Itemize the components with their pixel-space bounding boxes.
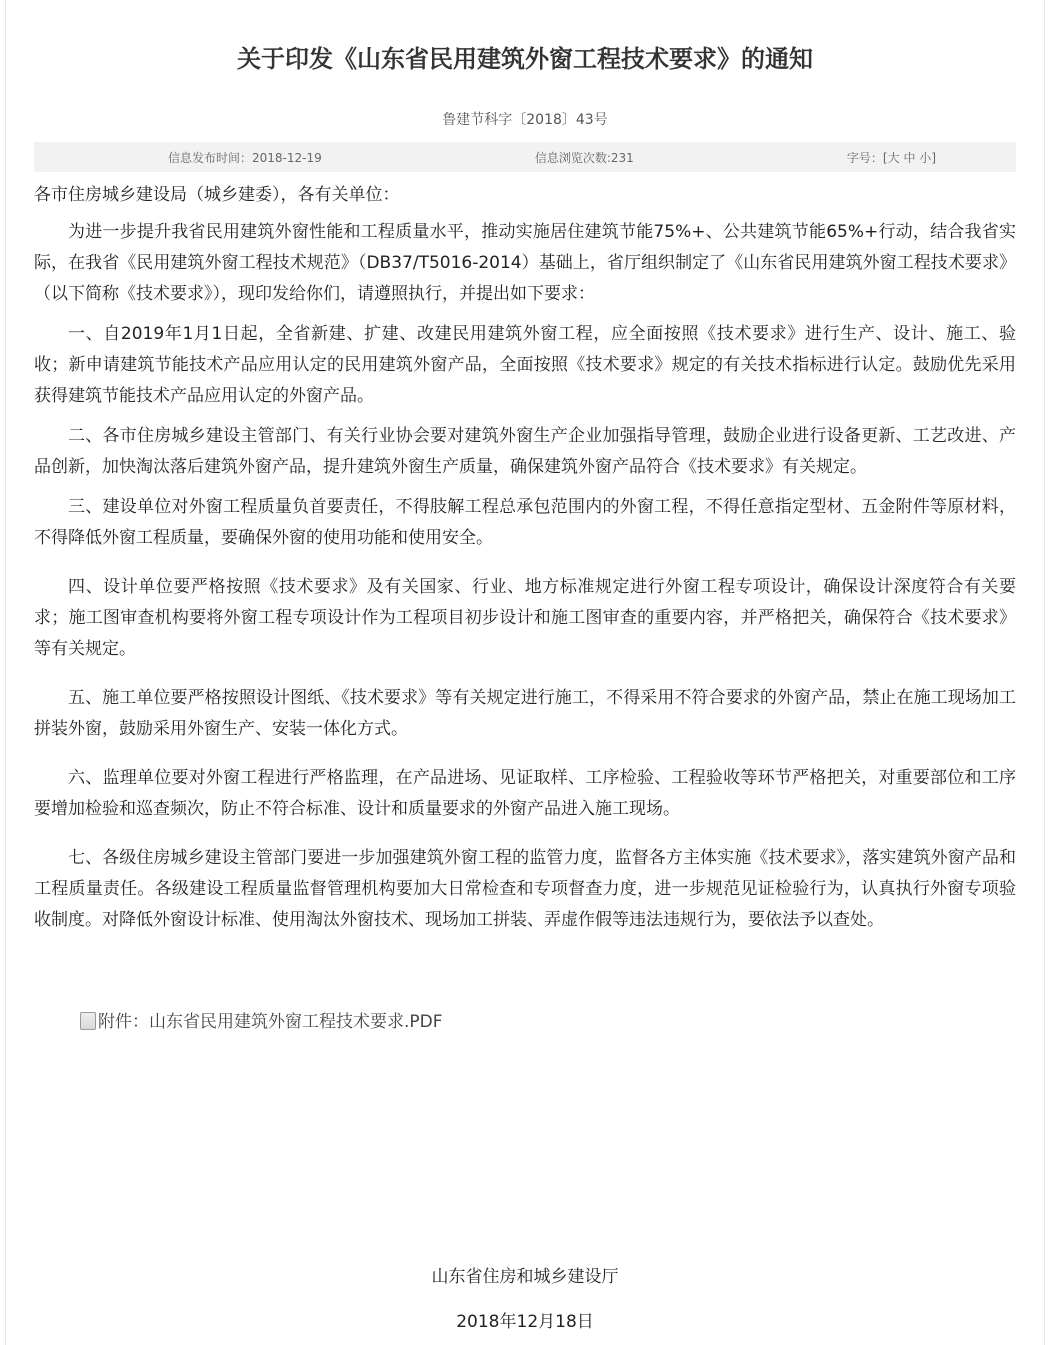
page-title: 关于印发《山东省民用建筑外窗工程技术要求》的通知 — [237, 45, 813, 73]
pdf-file-icon — [80, 1012, 96, 1030]
article-content — [34, 180, 1016, 936]
signature-date: 2018年12月18日 — [456, 1312, 594, 1332]
font-size-control — [847, 149, 936, 166]
paragraph-item-7: 七、各级住房城乡建设主管部门要进一步加强建筑外窗工程的监管力度，监督各方主体实施《技术要求》，落实建筑外窗产品和工程质量责任。各级建设工程质量监督管理机构要加大日常检查和专项督查力度，进一步规范见证检验行为，认真执行外窗专项验收制度。对降低外窗设计标准、使用淘汰外窗技术、现场加工拼装、弄虚作假等违法违规行为，要依法予以查处。 — [34, 848, 1016, 930]
paragraph-item-4: 四、设计单位要严格按照《技术要求》及有关国家、行业、地方标准规定进行外窗工程专项设计，确保设计深度符合有关要求；施工图审查机构要将外窗工程专项设计作为工程项目初步设计和施工图审查的重要内容，并严格把关，确保符合《技术要求》等有关规定。 — [34, 577, 1016, 659]
publish-time: 信息发布时间：2018-12-19 — [168, 150, 322, 165]
font-size-end: ] — [931, 150, 936, 165]
paragraph-intro: 为进一步提升我省民用建筑外窗性能和工程质量水平，推动实施居住建筑节能75%+、公共建筑节能65%+行动，结合我省实际，在我省《民用建筑外窗工程技术规范》（DB37/T5016-2014）基础上，省厅组织制定了《山东省民用建筑外窗工程技术要求》（以下简称《技术要求》），现印发给你们，请遵照执行，并提出如下要求： — [34, 222, 1016, 304]
font-size-medium-button[interactable]: 中 — [903, 150, 916, 165]
view-count: 信息浏览次数:231 — [534, 150, 634, 165]
paragraph-item-1: 一、自2019年1月1日起，全省新建、扩建、改建民用建筑外窗工程，应全面按照《技术要求》进行生产、设计、施工、验收；新申请建筑节能技术产品应用认定的民用建筑外窗产品，全面按照《技术要求》规定的有关技术指标进行认定。鼓励优先采用获得建筑节能技术产品应用认定的外窗产品。 — [34, 324, 1016, 406]
attachment — [34, 1008, 1016, 1036]
signature-organization: 山东省住房和城乡建设厅 — [431, 1267, 619, 1287]
paragraph-item-2: 二、各市住房城乡建设主管部门、有关行业协会要对建筑外窗生产企业加强指导管理，鼓励企业进行设备更新、工艺改进、产品创新，加快淘汰落后建筑外窗产品，提升建筑外窗生产质量，确保建筑外窗产品符合《技术要求》有关规定。 — [34, 426, 1016, 477]
font-size-label: 字号：[ — [846, 150, 888, 165]
paragraph-item-3: 三、建设单位对外窗工程质量负首要责任，不得肢解工程总承包范围内的外窗工程，不得任意指定型材、五金附件等原材料，不得降低外窗工程质量，要确保外窗的使用功能和使用安全。 — [34, 497, 1016, 548]
document-number: 鲁建节科字〔2018〕43号 — [442, 112, 608, 128]
attachment-label: 附件： — [98, 1012, 149, 1032]
salutation: 各市住房城乡建设局（城乡建委），各有关单位： — [34, 185, 400, 205]
font-size-large-button[interactable]: 大 — [887, 150, 900, 165]
info-bar — [34, 142, 1016, 172]
paragraph-item-6: 六、监理单位要对外窗工程进行严格监理，在产品进场、见证取样、工序检验、工程验收等环节严格把关，对重要部位和工序要增加检验和巡查频次，防止不符合标准、设计和质量要求的外窗产品进入施工现场。 — [34, 768, 1016, 819]
notice-page — [5, 0, 1045, 1345]
font-size-small-button[interactable]: 小 — [919, 150, 932, 165]
attachment-link[interactable]: 山东省民用建筑外窗工程技术要求.PDF — [149, 1012, 443, 1032]
paragraph-item-5: 五、施工单位要严格按照设计图纸、《技术要求》等有关规定进行施工，不得采用不符合要求的外窗产品，禁止在施工现场加工拼装外窗，鼓励采用外窗生产、安装一体化方式。 — [34, 688, 1016, 739]
